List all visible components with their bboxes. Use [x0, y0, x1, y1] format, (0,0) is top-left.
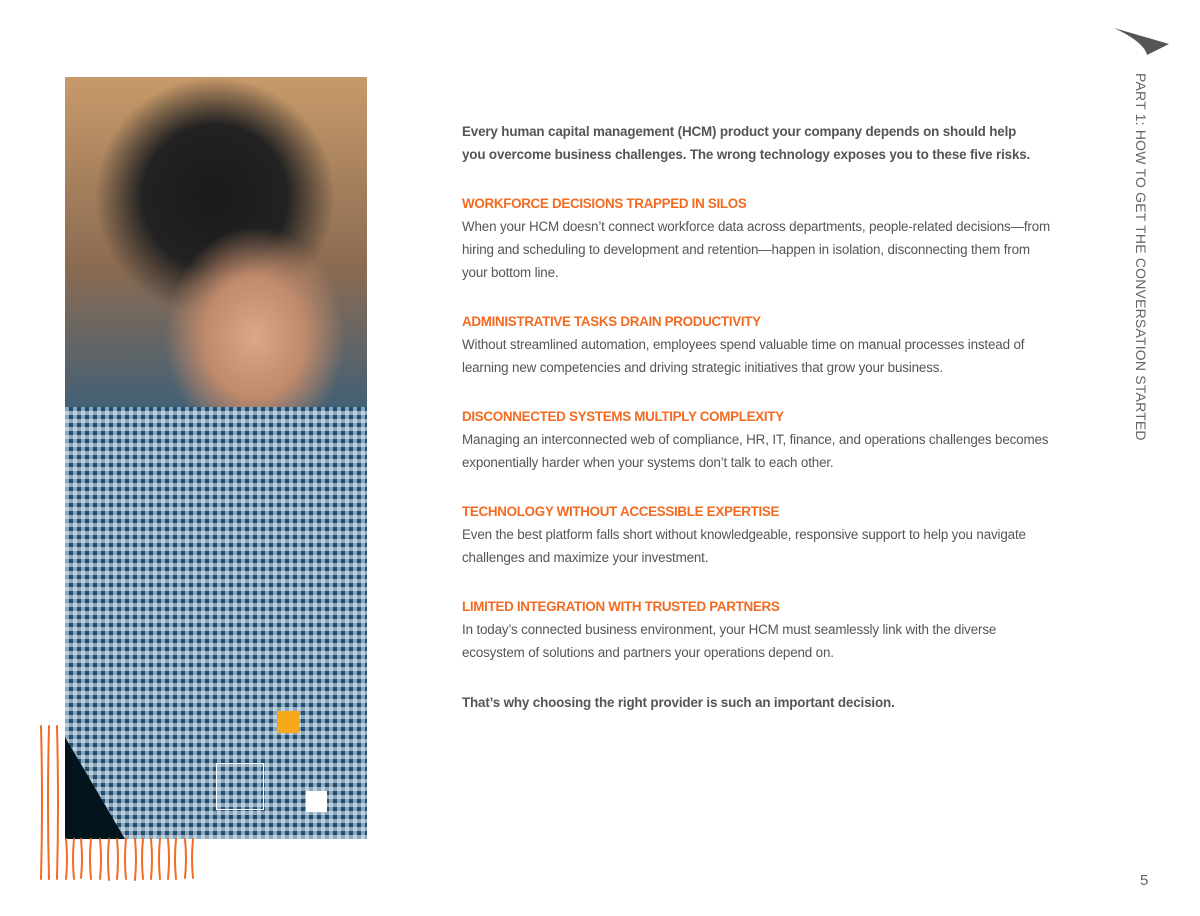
- risk-section: [462, 406, 1052, 474]
- risk-heading: LIMITED INTEGRATION WITH TRUSTED PARTNERS: [462, 599, 780, 614]
- risk-body: Managing an interconnected web of compliance, HR, IT, finance, and operations challenges becomes exponentially harder when your systems don’t talk to each other.: [462, 432, 1049, 470]
- decorative-orange-square: [277, 711, 299, 733]
- risk-body: In today’s connected business environment, your HCM must seamlessly link with the diverse ecosystem of solutions and partners your operations depend on.: [462, 622, 997, 660]
- decorative-outline-square: [216, 763, 264, 810]
- risk-section: [462, 596, 1052, 664]
- closing-statement: That’s why choosing the right provider is such an important decision.: [462, 695, 895, 710]
- main-content: [462, 120, 1052, 714]
- brand-arrow-icon: [1114, 26, 1170, 56]
- risk-body: When your HCM doesn’t connect workforce data across departments, people-related decisions—from hiring and scheduling to development and retention—happen in isolation, disconnecting them from your bottom line.: [462, 219, 1051, 280]
- risk-section: [462, 311, 1052, 379]
- risk-heading: ADMINISTRATIVE TASKS DRAIN PRODUCTIVITY: [462, 314, 761, 329]
- section-side-label: PART 1: HOW TO GET THE CONVERSATION STARTED: [1133, 73, 1149, 441]
- risk-section: [462, 501, 1052, 569]
- risk-heading: DISCONNECTED SYSTEMS MULTIPLY COMPLEXITY: [462, 409, 784, 424]
- decorative-orange-lines: [38, 724, 203, 884]
- risk-body: Without streamlined automation, employees spend valuable time on manual processes instead of learning new competencies and driving strategic initiatives that grow your business.: [462, 337, 1025, 375]
- risk-heading: WORKFORCE DECISIONS TRAPPED IN SILOS: [462, 196, 747, 211]
- intro-paragraph: Every human capital management (HCM) product your company depends on should help you overcome business challenges. The wrong technology exposes you to these five risks.: [462, 124, 1031, 162]
- page-number: 5: [1140, 872, 1149, 889]
- decorative-white-square: [306, 791, 327, 812]
- risk-section: [462, 193, 1052, 284]
- risk-body: Even the best platform falls short without knowledgeable, responsive support to help you navigate challenges and maximize your investment.: [462, 527, 1026, 565]
- risk-heading: TECHNOLOGY WITHOUT ACCESSIBLE EXPERTISE: [462, 504, 780, 519]
